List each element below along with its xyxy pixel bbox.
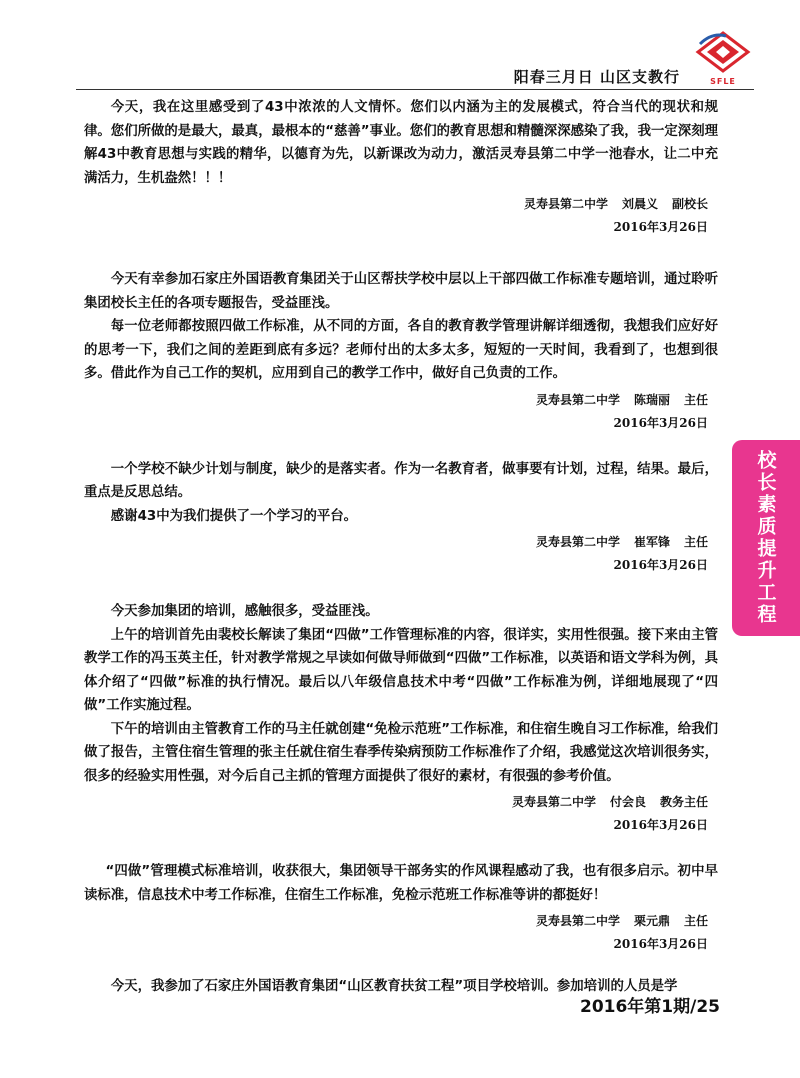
sig-name: 栗元鼎 [633,914,670,928]
paragraph: 下午的培训由主管教育工作的马主任就创建“免检示范班”工作标准，和住宿生晚自习工作标准，给我们做了报告，主管住宿生管理的张主任就住宿生春季传染病预防工作标准作了介绍，我感觉这次培训很务实，很多的经验实用性强，对今后自己主抓的管理方面提供了很好的素材，有很强的参考价值。 [84,721,718,784]
entry [84,860,718,955]
paragraph: 一个学校不缺少计划与制度，缺少的是落实者。作为一名教育者，做事要有计划，过程，结果。最后，重点是反思总结。 [84,461,718,500]
paragraph: 今天，我参加了石家庄外国语教育集团“山区教育扶贫工程”项目学校培训。参加培训的人员是学 [110,979,678,994]
paragraph: 今天，我在这里感受到了43中浓浓的人文情怀。您们以内涵为主的发展模式，符合当代的现状和规律。您们所做的是最大，最真，最根本的“慈善”事业。您们的教育思想和精髓深深感染了我，我一定深刻理解43中教育思想与实践的精华，以德育为先，以新课改为动力，激活灵寿县第二中学一池春水，让二中充满活力，生机盎然！！！ [84,100,718,186]
section-tab [732,440,800,636]
signature [84,790,718,814]
logo-emblem-icon [692,30,754,74]
sig-school: 灵寿县第二中学 [535,914,620,928]
section-tab-label: 校长素质提升工程 [754,450,777,626]
sig-title: 主任 [683,392,708,407]
sig-name: 付会良 [609,795,646,809]
sig-school: 灵寿县第二中学 [523,197,608,211]
sig-school: 灵寿县第二中学 [535,535,620,549]
publisher-logo [692,30,754,86]
signature [84,192,718,216]
entry-date: 2016年3月26日 [613,558,708,572]
entry-date: 2016年3月26日 [613,937,708,951]
sig-title: 副校长 [671,197,708,211]
logo-text: SFLE [710,77,736,86]
sig-school: 灵寿县第二中学 [511,795,596,809]
paragraph: “四做”管理模式标准培训，收获很大，集团领导干部务实的作风课程感动了我，也有很多启示。初中早读标准，信息技术中考工作标准，住宿生工作标准，免检示范班工作标准等讲的都挺好！ [84,864,718,903]
paragraph: 每一位老师都按照四做工作标准，从不同的方面，各自的教育教学管理讲解详细透彻，我想我们应好好的思考一下，我们之间的差距到底有多远？老师付出的太多太多，短短的一天时间，我看到了，也想到很多。借此作为自己工作的契机，应用到自己的教学工作中，做好自己负责的工作。 [84,319,718,381]
signature [84,530,718,554]
page-number: 2016年第1期/25 [579,997,720,1017]
header-rule [76,89,754,90]
paragraph: 上午的培训首先由裴校长解读了集团“四做”工作管理标准的内容，很详实，实用性很强。接下来由主管教学工作的冯玉英主任，针对教学常规之早读如何做导师做到“四做”工作标准，以英语和语文学科为例，具体介绍了“四做”标准的执行情况。最后以八年级信息技术中考“四做”工作标准为例，详细地展现了“四做”工作实施过程。 [84,627,718,713]
sig-name: 陈瑞丽 [633,392,670,407]
entry [84,96,718,238]
sig-school: 灵寿县第二中学 [535,392,620,407]
paragraph: 今天有幸参加石家庄外国语教育集团关于山区帮扶学校中层以上干部四做工作标准专题培训，通过聆听集团校长主任的各项专题报告，受益匪浅。 [84,272,718,311]
sig-title: 主任 [683,914,708,928]
article-body [84,96,718,1017]
entry-date: 2016年3月26日 [613,220,708,234]
paragraph: 今天参加集团的培训，感触很多，受益匪浅。 [110,604,379,619]
entry [84,458,718,577]
sig-title: 主任 [683,535,708,549]
entry-date: 2016年3月26日 [613,415,708,430]
signature [84,388,718,412]
entry-date: 2016年3月26日 [613,818,708,832]
sig-title: 教务主任 [659,795,708,809]
sig-name: 崔军锋 [633,535,670,549]
header-title: 阳春三月日 山区支教行 [513,68,680,86]
entry [84,268,718,434]
entry [84,600,718,836]
sig-name: 刘晨义 [621,197,658,211]
signature [84,909,718,933]
paragraph: 感谢43中为我们提供了一个学习的平台。 [110,508,358,524]
